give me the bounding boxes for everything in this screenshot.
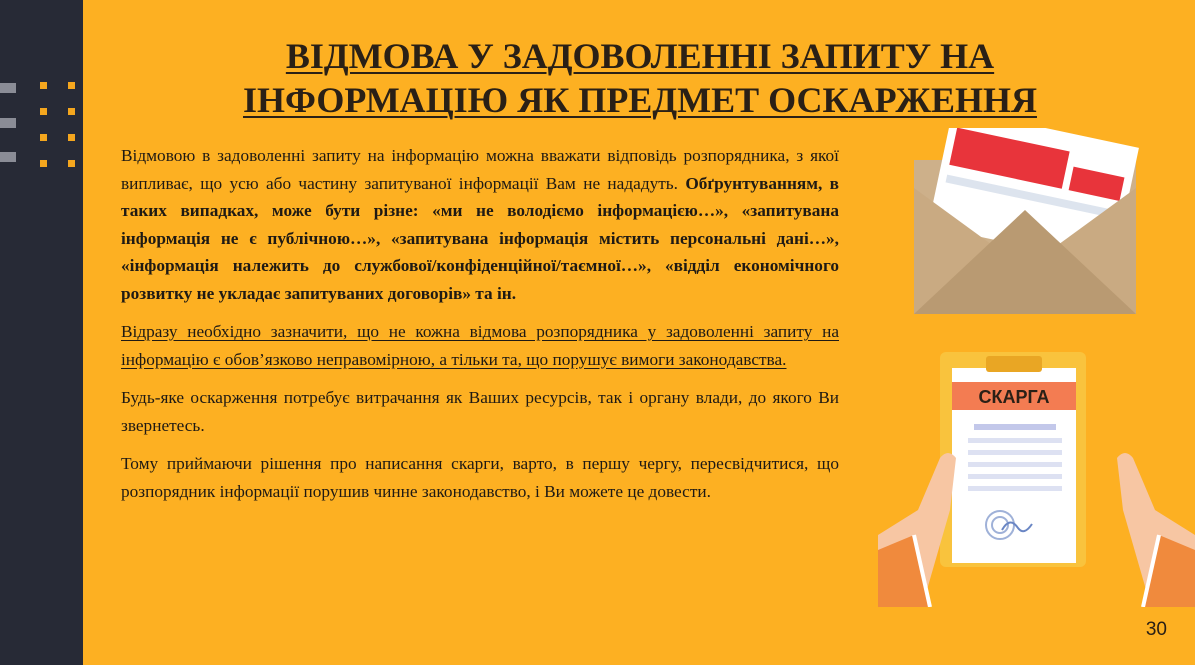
document-line [968, 450, 1062, 455]
document-line [968, 438, 1062, 443]
page-number: 30 [1145, 619, 1167, 640]
slide-title [140, 34, 1140, 122]
decor-dash [0, 83, 16, 93]
clipboard-clip [986, 356, 1042, 372]
decor-dash [0, 152, 16, 162]
slide-title-line-1: ВІДМОВА У ЗАДОВОЛЕННІ ЗАПИТУ НА [285, 36, 995, 76]
right-hand [1117, 453, 1195, 607]
decor-dot [68, 134, 75, 141]
document-line [968, 486, 1062, 491]
decor-dot [68, 82, 75, 89]
document-line [974, 424, 1056, 430]
envelope-icon [910, 128, 1142, 320]
document-line [968, 474, 1062, 479]
paragraph-refusal-definition [121, 142, 839, 307]
complaint-document-icon [878, 350, 1195, 607]
decor-dot [68, 108, 75, 115]
sidebar-band [0, 0, 83, 665]
paragraph-decision: Тому приймаючи рішення про написання скарги, варто, в першу чергу, пересвідчитися, що розпорядник інформації порушив чинне законодавство, і Ви можете це довести. [121, 454, 839, 501]
paragraph-resources: Будь-яке оскарження потребує витрачання як Ваших ресурсів, так і органу влади, до якого Ви звернетесь. [121, 388, 839, 435]
paragraph-refusal-definition-text: Відмовою в задоволенні запиту на інформацію можна вважати відповідь розпорядника, з якої випливає, що усю або частину запитуваної інформації Вам не нададуть. [121, 146, 839, 193]
paragraph-refusal-grounds: Обґрунтуванням, в таких випадках, може бути різне: «ми не володіємо інформацією…», «запитувана інформація не є публічною…», «запитувана інформація містить персональні дані…», «інформація належить до службової/конфіденційної/таємної…», «відділ економічного розвитку не укладає запитуваних договорів» та ін. [121, 173, 840, 303]
decor-dot [40, 82, 47, 89]
slide-body [121, 142, 839, 516]
decor-dot [40, 108, 47, 115]
complaint-label: СКАРГА [978, 387, 1050, 407]
decor-dot [68, 160, 75, 167]
decor-dot [40, 134, 47, 141]
decor-dash [0, 118, 16, 128]
document-line [968, 462, 1062, 467]
paragraph-not-every-refusal: Відразу необхідно зазначити, що не кожна відмова розпорядника у задоволенні запиту на інформацію є обов’язково неправомірною, а тільки та, що порушує вимоги законодавства. [121, 322, 839, 369]
decor-dot [40, 160, 47, 167]
slide-title-line-2: ІНФОРМАЦІЮ ЯК ПРЕДМЕТ ОСКАРЖЕННЯ [243, 80, 1037, 120]
